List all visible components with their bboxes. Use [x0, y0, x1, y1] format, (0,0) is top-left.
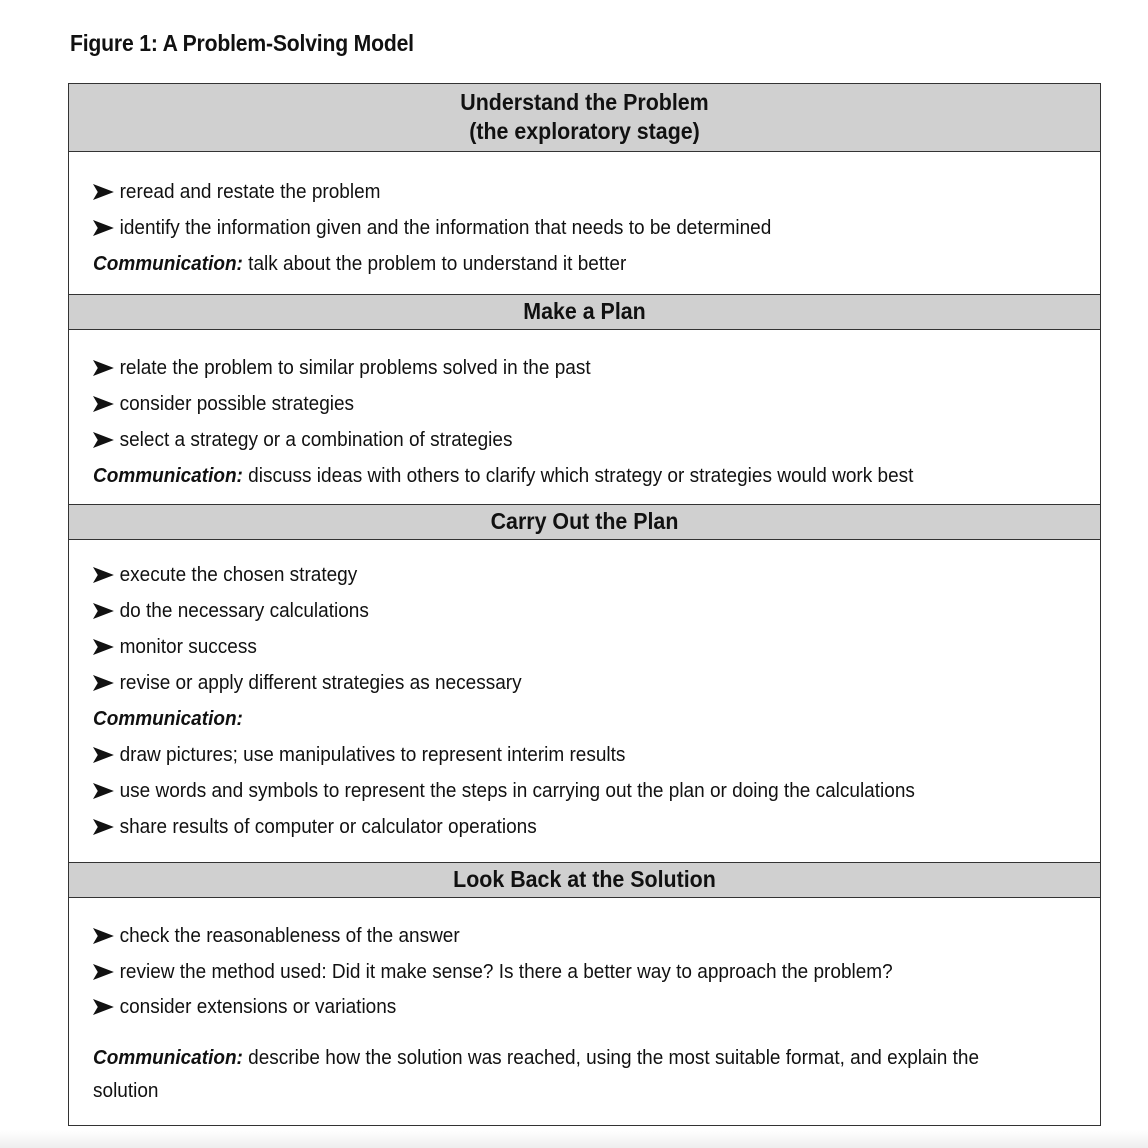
communication-label: Communication: — [93, 708, 243, 730]
bullet-text: draw pictures; use manipulatives to represent interim results — [119, 744, 626, 766]
problem-solving-table — [68, 83, 1101, 1126]
communication-label: Communication: — [93, 1047, 243, 1069]
section-title: Look Back at the Solution — [453, 866, 716, 892]
arrowhead-bullet-icon — [93, 567, 114, 583]
communication-line — [93, 1045, 979, 1071]
page-bottom-shade — [0, 1130, 1148, 1148]
arrowhead-bullet-icon — [93, 783, 114, 799]
bullet-text: share results of computer or calculator operations — [119, 816, 537, 838]
arrowhead-bullet-icon — [93, 928, 114, 944]
section-header-understand — [69, 84, 1100, 152]
bullet-item — [93, 391, 354, 417]
section-header-look-back — [69, 862, 1100, 898]
bullet-text: check the reasonableness of the answer — [119, 925, 460, 947]
bullet-item — [93, 355, 591, 381]
bullet-text: relate the problem to similar problems solved in the past — [119, 357, 591, 379]
communication-label: Communication: — [93, 465, 243, 487]
communication-text: discuss ideas with others to clarify which strategy or strategies would work best — [242, 465, 914, 487]
arrowhead-bullet-icon — [93, 819, 114, 835]
figure-title: Figure 1: A Problem-Solving Model — [70, 30, 414, 56]
bullet-item — [93, 670, 522, 696]
section-title: Understand the Problem — [460, 89, 709, 115]
communication-text: talk about the problem to understand it better — [242, 253, 627, 275]
arrowhead-bullet-icon — [93, 747, 114, 763]
bullet-item — [93, 994, 396, 1020]
bullet-item — [93, 923, 460, 949]
bullet-text: use words and symbols to represent the steps in carrying out the plan or doing the calculations — [119, 780, 915, 802]
bullet-text: do the necessary calculations — [119, 600, 369, 622]
bullet-item — [93, 179, 380, 205]
bullet-item — [93, 562, 357, 588]
bullet-item — [93, 215, 771, 241]
bullet-text: identify the information given and the information that needs to be determined — [119, 217, 772, 239]
bullet-text: consider possible strategies — [119, 393, 355, 415]
communication-line-continued — [93, 1078, 158, 1104]
communication-text: solution — [93, 1080, 159, 1102]
section-title: Carry Out the Plan — [490, 508, 679, 534]
communication-label: Communication: — [93, 253, 243, 275]
communication-bullet — [93, 742, 625, 768]
arrowhead-bullet-icon — [93, 432, 114, 448]
communication-line — [93, 251, 626, 277]
bullet-text: consider extensions or variations — [119, 996, 397, 1018]
bullet-text: reread and restate the problem — [119, 181, 381, 203]
communication-line — [93, 463, 913, 489]
bullet-item — [93, 427, 512, 453]
section-title: Make a Plan — [523, 298, 646, 324]
bullet-item — [93, 634, 257, 660]
bullet-item — [93, 959, 893, 985]
arrowhead-bullet-icon — [93, 675, 114, 691]
communication-line — [93, 706, 243, 732]
bullet-text: select a strategy or a combination of strategies — [119, 429, 513, 451]
arrowhead-bullet-icon — [93, 964, 114, 980]
bullet-text: revise or apply different strategies as necessary — [119, 672, 522, 694]
bullet-text: review the method used: Did it make sense? Is there a better way to approach the problem? — [119, 961, 893, 983]
section-header-carry-out — [69, 504, 1100, 540]
arrowhead-bullet-icon — [93, 360, 114, 376]
bullet-item — [93, 598, 369, 624]
bullet-text: execute the chosen strategy — [119, 564, 358, 586]
communication-bullet — [93, 814, 537, 840]
arrowhead-bullet-icon — [93, 639, 114, 655]
arrowhead-bullet-icon — [93, 396, 114, 412]
bullet-text: monitor success — [119, 636, 257, 658]
section-header-plan — [69, 294, 1100, 330]
arrowhead-bullet-icon — [93, 184, 114, 200]
section-subtitle: (the exploratory stage) — [469, 118, 700, 144]
communication-text: describe how the solution was reached, using the most suitable format, and explain the — [242, 1047, 980, 1069]
arrowhead-bullet-icon — [93, 999, 114, 1015]
arrowhead-bullet-icon — [93, 220, 114, 236]
arrowhead-bullet-icon — [93, 603, 114, 619]
communication-bullet — [93, 778, 915, 804]
